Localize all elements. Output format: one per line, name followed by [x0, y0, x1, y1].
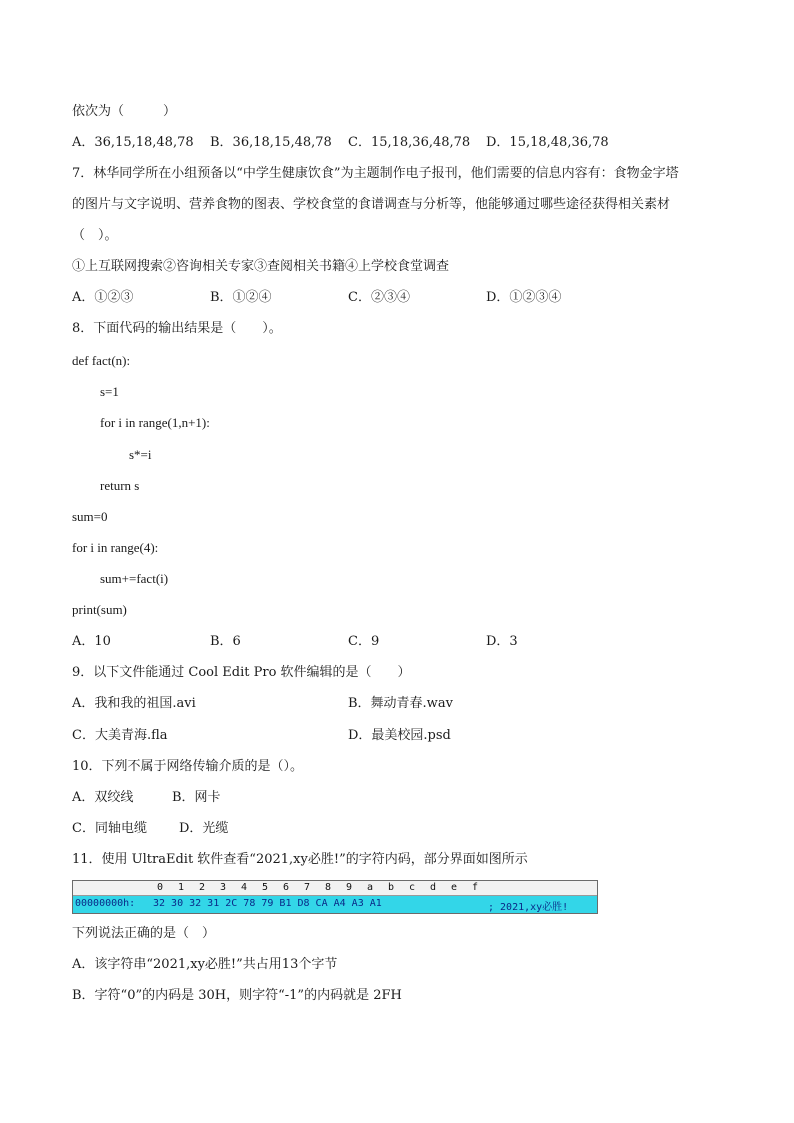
q10-option-c: C．同轴电缆: [72, 821, 147, 836]
q7-option-b: B．①②④: [210, 290, 272, 305]
q7-choices: ①上互联网搜索②咨询相关专家③查阅相关书籍④上学校食堂调查: [72, 259, 450, 274]
code-line: return s: [100, 478, 140, 493]
hex-col-label: 7: [304, 882, 311, 893]
q10-stem: 10．下列不属于网络传输介质的是（）。: [72, 759, 304, 774]
q7-stem-line1: 7．林华同学所在小组预备以“中学生健康饮食”为主题制作电子报刊，他们需要的信息内容有：食物金字塔: [72, 166, 679, 181]
hex-col-label: 1: [178, 882, 185, 893]
hex-col-label: 8: [325, 882, 332, 893]
hex-column-header: [73, 881, 597, 896]
q11-option-b: B．字符“0”的内码是 30H，则字符“-1”的内码就是 2FH: [72, 988, 402, 1003]
code-line: print(sum): [72, 602, 127, 617]
q7-option-a: A．①②③: [72, 290, 134, 305]
hex-col-label: b: [388, 882, 395, 893]
hex-col-label: 3: [220, 882, 227, 893]
hex-col-label: f: [472, 882, 479, 893]
q6-option-a: A．36,15,18,48,78: [72, 135, 194, 150]
q6-option-c: C．15,18,36,48,78: [348, 135, 471, 150]
q10-option-d: D．光缆: [179, 821, 229, 836]
q11-option-a: A．该字符串“2021,xy必胜!”共占用13个字节: [72, 957, 338, 972]
q10-option-b: B．网卡: [172, 790, 221, 805]
code-line: for i in range(4):: [72, 540, 159, 555]
code-line: s=1: [100, 384, 119, 399]
code-line: s*=i: [129, 447, 152, 462]
intro-line: 依次为（ ）: [72, 104, 177, 119]
code-line: sum+=fact(i): [100, 571, 169, 586]
hex-col-label: 0: [157, 882, 164, 893]
code-line: sum=0: [72, 509, 108, 524]
q6-option-b: B．36,18,15,48,78: [210, 135, 332, 150]
hex-col-label: 9: [346, 882, 353, 893]
q9-option-d: D．最美校园.psd: [348, 728, 451, 743]
hex-col-label: a: [367, 882, 374, 893]
q11-stem: 11．使用 UltraEdit 软件查看“2021,xy必胜!”的字符内码，部分界面如图所示: [72, 852, 528, 867]
hex-col-label: 5: [262, 882, 269, 893]
q10-option-a: A．双绞线: [72, 790, 134, 805]
code-line: def fact(n):: [72, 353, 131, 368]
q8-option-a: A．10: [72, 634, 111, 649]
q9-option-a: A．我和我的祖国.avi: [72, 696, 196, 711]
q11-after: 下列说法正确的是（ ）: [72, 926, 216, 941]
q9-option-b: B．舞动青春.wav: [348, 696, 453, 711]
hex-col-label: e: [451, 882, 458, 893]
q8-option-d: D．3: [486, 634, 518, 649]
q7-stem-line3: （ ）。: [72, 228, 118, 243]
q9-stem: 9．以下文件能通过 Cool Edit Pro 软件编辑的是（ ）: [72, 665, 411, 680]
hex-col-label: 4: [241, 882, 248, 893]
hex-data-row[interactable]: [73, 896, 597, 913]
q8-option-c: C．9: [348, 634, 380, 649]
hex-bytes: 32 30 32 31 2C 78 79 B1 D8 CA A4 A3 A1: [153, 898, 382, 909]
q7-option-d: D．①②③④: [486, 290, 562, 305]
hex-editor-panel: [72, 880, 598, 914]
hex-col-label: c: [409, 882, 416, 893]
q9-option-c: C．大美青海.fla: [72, 728, 168, 743]
q6-option-d: D．15,18,48,36,78: [486, 135, 609, 150]
q7-stem-line2: 的图片与文字说明、营养食物的图表、学校食堂的食谱调查与分析等，他能够通过哪些途径获得相关素材: [72, 197, 671, 212]
hex-text: ; 2021,xy必胜!: [488, 902, 569, 913]
hex-col-label: 2: [199, 882, 206, 893]
code-line: for i in range(1,n+1):: [100, 415, 210, 430]
q7-option-c: C．②③④: [348, 290, 410, 305]
q8-stem: 8．下面代码的输出结果是（ ）。: [72, 321, 282, 336]
hex-col-label: 6: [283, 882, 290, 893]
q8-option-b: B．6: [210, 634, 241, 649]
hex-col-label: d: [430, 882, 437, 893]
hex-address: 00000000h:: [75, 898, 136, 909]
